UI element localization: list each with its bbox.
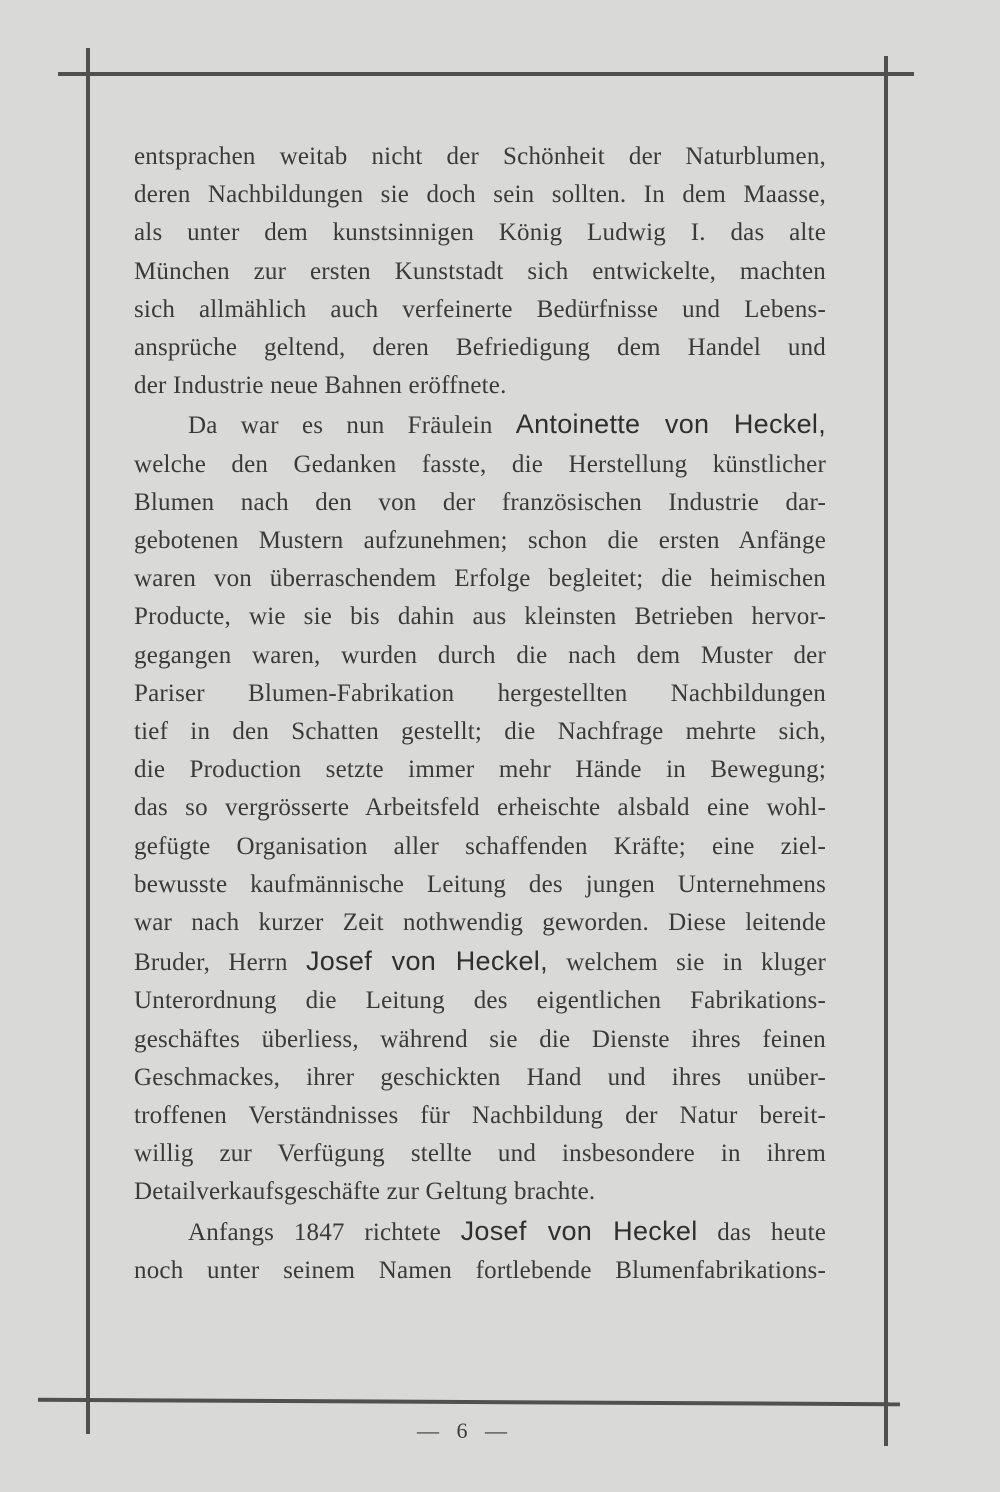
person-name: Josef von Heckel, <box>305 946 548 977</box>
text-line: das so vergrösserte Arbeitsfeld erheischte alsbald eine wohl- <box>134 794 826 822</box>
text-line: sich allmählich auch verfeinerte Bedürfnisse und Lebens- <box>134 295 826 323</box>
text-line <box>134 405 826 445</box>
left-frame-rule <box>86 48 90 1434</box>
text-line: deren Nachbildungen sie doch sein sollten. In dem Maasse, <box>134 181 826 209</box>
body-text <box>134 138 826 1290</box>
line-text: Anfangs 1847 richtete <box>188 1218 441 1246</box>
page-number: — 6 — <box>417 1418 513 1443</box>
text-line: willig zur Verfügung stellte und insbesondere in ihrem <box>134 1140 826 1168</box>
text-line: Geschmackes, ihrer geschickten Hand und ihres unüber- <box>134 1063 826 1091</box>
text-line <box>134 1212 826 1252</box>
text-line: Pariser Blumen-Fabrikation hergestellten Nachbildungen <box>134 679 826 707</box>
text-line: war nach kurzer Zeit nothwendig geworden. Diese leitende <box>134 909 826 937</box>
text-line: Blumen nach den von der französischen Industrie dar- <box>134 488 826 516</box>
text-line: der Industrie neue Bahnen eröffnete. <box>134 372 507 400</box>
bottom-frame-rule <box>38 1398 900 1407</box>
text-line: als unter dem kunstsinnigen König Ludwig I. das alte <box>134 219 826 247</box>
text-line: noch unter seinem Namen fortlebende Blumenfabrikations- <box>134 1256 826 1284</box>
text-line <box>134 942 826 982</box>
line-text: Da war es nun Fräulein <box>188 412 493 440</box>
text-line: München zur ersten Kunststadt sich entwickelte, machten <box>134 257 826 285</box>
text-line: ansprüche geltend, deren Befriedigung dem Handel und <box>134 334 826 362</box>
text-line: troffenen Verständnisses für Nachbildung der Natur bereit- <box>134 1102 826 1130</box>
paragraph-2 <box>134 405 826 1211</box>
text-line: Detailverkaufsgeschäfte zur Geltung brachte. <box>134 1178 596 1206</box>
line-text: welchem sie in kluger <box>566 949 827 977</box>
text-line: Producte, wie sie bis dahin aus kleinsten Betrieben hervor- <box>134 603 826 631</box>
text-line: bewusste kaufmännische Leitung des jungen Unternehmens <box>134 870 826 898</box>
text-line: welche den Gedanken fasste, die Herstellung künstlicher <box>134 450 826 478</box>
paragraph-1 <box>134 138 826 405</box>
text-line: gebotenen Mustern aufzunehmen; schon die ersten Anfänge <box>134 527 826 555</box>
top-frame-rule <box>58 72 914 76</box>
text-line: die Production setzte immer mehr Hände in Bewegung; <box>134 756 826 784</box>
text-line: tief in den Schatten gestellt; die Nachfrage mehrte sich, <box>134 718 826 746</box>
text-line: waren von überraschendem Erfolge begleitet; die heimischen <box>134 565 826 593</box>
text-line: gefügte Organisation aller schaffenden Kräfte; eine ziel- <box>134 832 826 860</box>
text-line: geschäftes überliess, während sie die Dienste ihres feinen <box>134 1025 826 1053</box>
text-line: gegangen waren, wurden durch die nach dem Muster der <box>134 641 826 669</box>
line-text: Bruder, Herrn <box>134 949 288 977</box>
text-line: Unterordnung die Leitung des eigentlichen Fabrikations- <box>134 987 826 1015</box>
person-name: Josef von Heckel <box>460 1215 698 1246</box>
right-frame-rule <box>884 56 888 1446</box>
line-text: das heute <box>717 1218 827 1246</box>
text-line: entsprachen weitab nicht der Schönheit der Naturblumen, <box>134 143 826 170</box>
paragraph-3 <box>134 1212 826 1290</box>
person-name: Antoinette von Heckel, <box>515 409 826 440</box>
